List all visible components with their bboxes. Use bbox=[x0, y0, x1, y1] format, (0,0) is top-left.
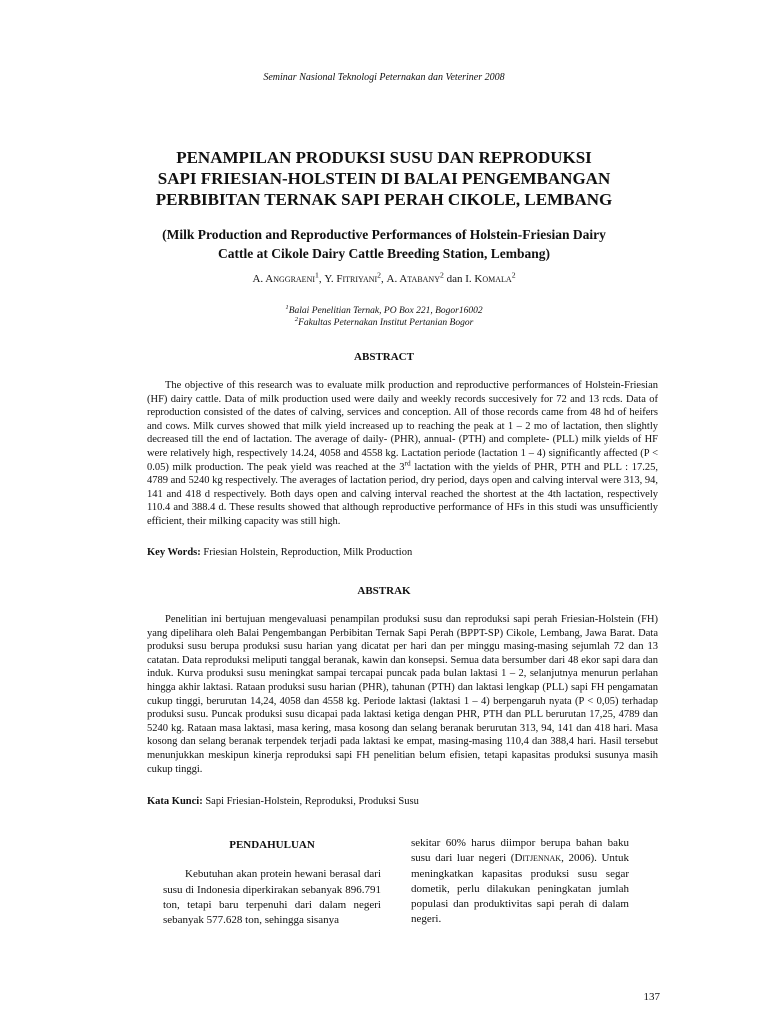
affiliation-line bbox=[0, 317, 768, 329]
intro-left-column bbox=[163, 838, 381, 928]
intro-right-column bbox=[411, 836, 629, 928]
abstract-superscript: rd bbox=[404, 458, 411, 468]
running-header: Seminar Nasional Teknologi Peternakan dan Veteriner 2008 bbox=[263, 72, 505, 83]
intro-text: , 2006). Untuk meningkatkan kapasitas produksi susu segar dometik, perlu dilakukan peningkatan jumlah populasi dan produktivitas sapi perah di dalam negeri. bbox=[411, 852, 629, 926]
kata-kunci-label: Kata Kunci: bbox=[147, 796, 203, 807]
keywords-text: Friesian Holstein, Reproduction, Milk Production bbox=[203, 547, 413, 558]
kata-kunci bbox=[147, 796, 658, 807]
intro-paragraph-continued bbox=[411, 836, 629, 928]
keywords bbox=[147, 547, 658, 558]
author-affil-mark: 2 bbox=[440, 270, 444, 280]
abstract-heading: ABSTRACT bbox=[354, 351, 414, 363]
page-number: 137 bbox=[643, 991, 660, 1003]
author-name: I. Komala bbox=[465, 273, 512, 285]
intro-heading: PENDAHULUAN bbox=[229, 839, 315, 851]
affiliation-text: Balai Penelitian Ternak, PO Box 221, Bogor16002 bbox=[288, 306, 483, 316]
paper-title bbox=[140, 147, 628, 210]
affiliation-line bbox=[0, 305, 768, 317]
author-affil-mark: 1 bbox=[315, 270, 319, 280]
author-affil-mark: 2 bbox=[377, 270, 382, 280]
author-name: Y. Fitriyani bbox=[324, 273, 378, 285]
abstract-text: The objective of this research was to evaluate milk production and reproductive performances of Holstein-Friesian (HF) dairy cattle. Data of milk production used were daily and weekly records succesively for 72 and 13 rcds. Data of reproduction consisted of the dates of calving, services and conception. All of those records came from 48 hd of heifers and cows. Milk curves showed that milk yield increased up to reaching the peak at 1 – 2 mo of lactation, then slightly decreased till the end of lactation. The average of daily- (PHR), annual- (PTH) and complete- (PLL) milk yields of HF were relatively high, respectively 14.24, 4058 and 4558 kg. Lactation periode (lactation 1 – 4) significantly affected (P < 0.05) milk production. The peak yield was reached at the 3 bbox=[147, 380, 658, 473]
title-line: PENAMPILAN PRODUKSI SUSU DAN REPRODUKSI bbox=[176, 148, 592, 167]
abstract-text: lactation with the yields of PHR, PTH and PLL : 17.25, 4789 and 5240 kg respectively. The averages of lactation period, dry period, days open and calving interval were 313, 94, 141 and 418 d respectively. Both days open and calving interval reached the shortest at the 4th lactation, respectively 110.4 and 388.4 d. These results showed that although reproductive performance of HFs in this studi was unsufficiently efficient, their milking capacity was still high. bbox=[147, 461, 658, 527]
kata-kunci-text: Sapi Friesian-Holstein, Reproduksi, Produksi Susu bbox=[205, 796, 419, 807]
affiliation-mark: 2 bbox=[294, 315, 299, 323]
author-name: A. Atabany bbox=[386, 273, 440, 285]
intro-paragraph: Kebutuhan akan protein hewani berasal dari susu di Indonesia diperkirakan sebanyak 896.791 ton, tetapi baru terpenuhi dari dalam negeri sebanyak 577.628 ton, sehingga sisanya bbox=[163, 868, 381, 927]
author-affil-mark: 2 bbox=[511, 270, 516, 280]
author-list: A. Anggraeni$^1$, Y. Fitriyani$^2$, A. Atabany$^2$ dan I. Komala$^2$ bbox=[252, 270, 516, 285]
affiliations bbox=[0, 305, 768, 329]
abstrak-heading: ABSTRAK bbox=[357, 585, 411, 597]
author-name: A. Anggraeni bbox=[252, 273, 316, 285]
title-line: PERBIBITAN TERNAK SAPI PERAH CIKOLE, LEMBANG bbox=[155, 190, 613, 209]
affiliation-text: Fakultas Peternakan Institut Pertanian Bogor bbox=[298, 318, 474, 328]
affiliation-mark: 1 bbox=[285, 303, 289, 311]
subtitle-line: (Milk Production and Reproductive Performances of Holstein-Friesian Dairy bbox=[162, 227, 606, 242]
abstract-body bbox=[147, 379, 658, 529]
abstrak-body: Penelitian ini bertujuan mengevaluasi penampilan produksi susu dan reproduksi sapi perah Friesian-Holstein (FH) yang dipelihara oleh Balai Pengembangan Perbibitan Ternak Sapi Perah (BPPT-SP) Cikole, Lembang, Jawa Barat. Data produksi susu berupa produksi susu harian yang dicatat per hari dan per minggu masing-masing sejumlah 72 dan 13 catatan. Data reproduksi meliputi tanggal beranak, kawin dan konsepsi. Semua data bersumber dari 48 ekor sapi dara dan induk. Kurva produksi susu meningkat sampai tercapai puncak pada bulan laktasi 1 – 2, selanjutnya menurun perlahan hingga akhir laktasi. Rataan produksi susu harian (PHR), tahunan (PTH) dan laktasi lengkap (PLL) sapi FH pengamatan cukup tinggi, berurutan 14,24, 4058 dan 4558 kg. Periode laktasi (laktasi 1 – 4) berpengaruh nyata (P < 0,05) terhadap produksi susu. Puncak produksi susu dicapai pada laktasi ketiga dengan PHR, PTH dan PLL berurutan 17,25, 4789 dan 5240 kg. Rataan masa laktasi, masa kering, masa kosong dan selang beranak berurutan 313, 94, 141 dan 418 hari. Masa kosong dan selang beranak terpendek terjadi pada laktasi ke empat, masing-masing 110,4 dan 388,4 hari. Hasil tersebut menunjukkan meskipun kinerja reproduksi sapi FH penelitian belum efisien, tetapi kapasitas produksi susunya masih cukup tinggi. bbox=[147, 614, 658, 775]
keywords-label: Key Words: bbox=[147, 547, 201, 558]
english-title bbox=[130, 225, 638, 263]
intro-citation: Ditjennak bbox=[514, 852, 562, 865]
subtitle-line: Cattle at Cikole Dairy Cattle Breeding Station, Lembang) bbox=[218, 246, 550, 261]
title-line: SAPI FRIESIAN-HOLSTEIN DI BALAI PENGEMBANGAN bbox=[157, 169, 611, 188]
author-conjunction: dan bbox=[446, 273, 463, 285]
intro-text: sekitar 60% harus diimpor berupa bahan baku susu dari luar negeri ( bbox=[411, 837, 629, 865]
